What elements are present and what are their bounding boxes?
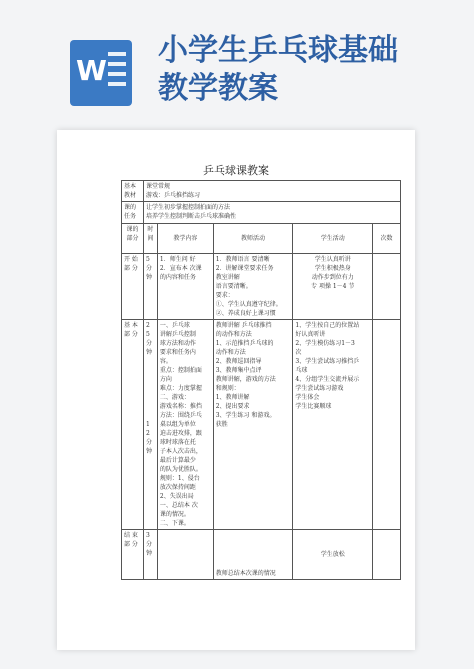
main-part: 基 本 部 分 (122, 320, 144, 530)
basic-label: 基本 教材 (122, 181, 144, 202)
title-line-2: 教学教案 (158, 71, 278, 106)
header-cell: 时 间 (143, 224, 157, 254)
main-student: 1、学生按自己的位置站 好认真听讲 2、学生模仿练习1－3 次 3、学生尝试练习推挡乒 乓球 4、分组学生交流并展示 学生尝试练习游戏 学生体会 学生比赛顺球 (293, 320, 373, 530)
task-label: 课的 任务 (122, 202, 144, 224)
open-time: 5 分 钟 (143, 254, 157, 320)
end-content (157, 530, 213, 580)
open-part: 开 始 部 分 (122, 254, 144, 320)
title-line-1: 小学生乒乓球基础 (158, 33, 398, 68)
word-document-icon: W (70, 40, 132, 106)
table-row (122, 254, 401, 320)
table-row (122, 320, 401, 530)
header-cell: 教师活动 (213, 224, 293, 254)
main-time: 2 5 分 钟 1 2 分 钟 (143, 320, 157, 530)
end-part: 结 束 部 分 (122, 530, 144, 580)
header-cell: 教学内容 (157, 224, 213, 254)
basic-content: 课堂常规 游戏：乒乓推挡练习 (143, 181, 400, 202)
end-student: 学生放松 (293, 530, 373, 580)
open-student: 学生认真听讲 学生积极热身 动作步到位有力 专 项操 1－4 节 (293, 254, 373, 320)
document-title: 乒乓球课教案 (203, 164, 269, 177)
main-teacher: 教师讲解 乒乓球推挡 的动作和方法 1、示范推挡乒乓球的 动作和方法 2、教师巡回指导 3、教师集中点评 教师讲解，游戏的方法 和规则： 1、教师讲解 2、提出要求 3、学生练习 和游戏。 获胜 (213, 320, 293, 530)
header-cell: 课的 部分 (122, 224, 144, 254)
lesson-plan-table (121, 180, 401, 580)
page-header (0, 0, 474, 120)
table-header-row (122, 224, 401, 254)
document-preview[interactable] (57, 130, 415, 650)
page-title (158, 32, 458, 108)
table-row (122, 530, 401, 580)
end-time: 3 分 钟 (143, 530, 157, 580)
main-content: 一、乒乓球 讲解乒乓控制 球方法和动作 要求和任务内 容。 重点：控制拍面 方向 难点：力度掌握 二、游戏： 游戏名称：推挡 方法：围绕乒乓 桌以组为单位 迫击进攻排，跟 球时球落在托 子本人次击出， 最后计算最少 的队为优胜队。 规则：1、侵台 放次保持间距 2、失误出局 一、总结本 次 课的情况。 二、下课。 (157, 320, 213, 530)
task-content: 让学生初步掌握控制拍面的方法 培养学生控制判断击乒乓球准确性 (143, 202, 400, 224)
open-content: 1．师生问 好 2．宣布本 次课 的内容和任务 (157, 254, 213, 320)
end-teacher: 教师总结本次课的情况 (213, 530, 293, 580)
header-cell: 次数 (373, 224, 401, 254)
open-teacher: 1．教师语言 要清晰 2．讲解课堂要求任务 教室讲解 语言要清晰。 要求： ①、学生认真遵守纪律。 ②、养成良好上课习惯 (213, 254, 293, 320)
header-cell: 学生活动 (293, 224, 373, 254)
